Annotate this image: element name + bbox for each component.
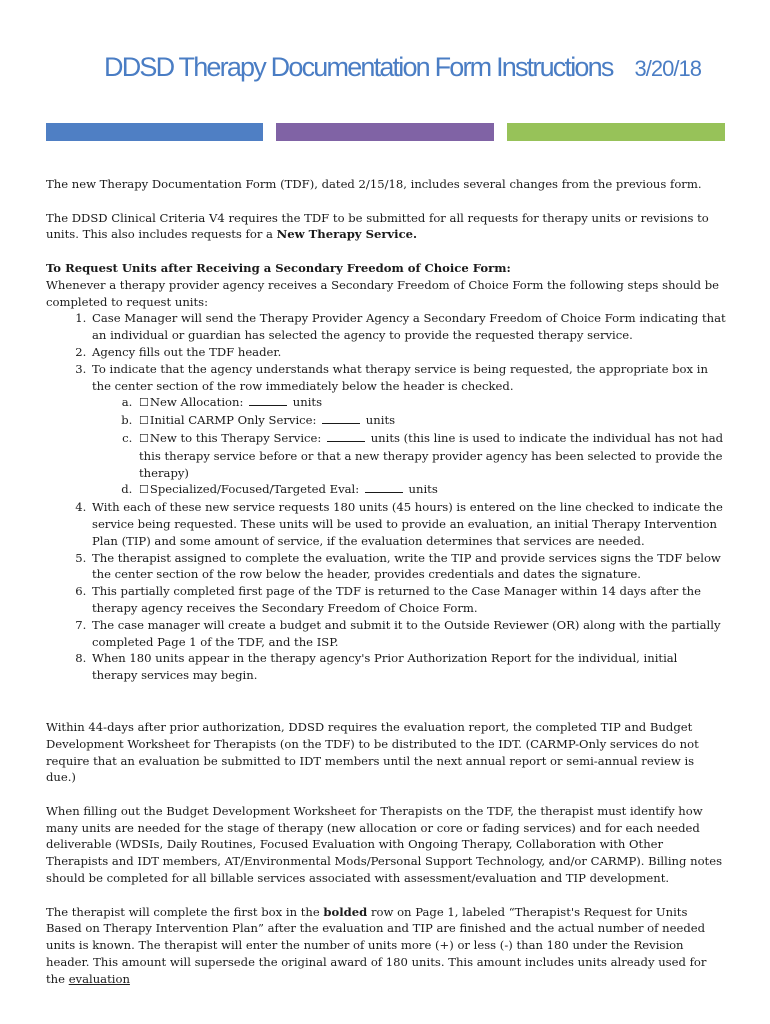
step-3 [90,361,726,499]
step-3-sublist [92,394,726,499]
paragraph-budget-worksheet: When filling out the Budget Development Worksheet for Therapists on the TDF, the therapist must identify how many units are needed for the stage of therapy (new allocation or core or fading services) and for each needed deliverable (WDSIs, Daily Routines, Focused Evaluation with Ongoing Therapy, Collaboration with Other Therapists and IDT members, AT/Environmental Mods/Personal Support Technology, and/or CARMP). Billing notes should be completed for all billable services associated with assessment/evaluation and TIP development. [46,803,723,886]
steps-list [46,310,726,684]
blank-line [249,395,287,406]
checkbox-icon: ☐ [139,483,149,497]
p5-text-b: row on Page 1, labeled “Therapist's Request for Units Based on Therapy Intervention Plan” after the evaluation and TIP are finished and the actual number of needed units is known. The therapist will enter the number of units more (+) or less (-) than 180 under the Revision header. This amount will supersede the original award of 180 units. This amount includes units already used for the [46,904,707,986]
step-3d [136,481,726,499]
step-7: 7. The case manager will create a budget and submit it to the Outside Reviewer (OR) along with the partially completed Page 1 of the TDF, and the ISP. [90,617,726,651]
p5-text-a: The therapist will complete the first box in the [46,904,324,919]
step-3c-label: New to this Therapy Service: [149,430,322,445]
page-title: DDSD Therapy Documentation Form Instructions [104,52,613,82]
step-3d-unit: units [408,482,438,497]
intro-paragraph-1: The new Therapy Documentation Form (TDF), dated 2/15/18, includes several changes from the previous form. [46,177,702,191]
step-3d-label: Specialized/Focused/Targeted Eval: [149,482,360,497]
step-3-text: To indicate that the agency understands what therapy service is being requested, the appropriate box in the center section of the row immediately below the header is checked. [92,361,708,393]
title-date: 3/20/18 [634,56,701,81]
step-3a-unit: units [292,395,323,410]
step-3b-unit: units [365,413,396,428]
intro-paragraph-2 [46,210,726,244]
blank-line [365,482,403,493]
step-6: 6. This partially completed first page of the TDF is returned to the Case Manager within 14 days after the therapy agency receives the Secondary Freedom of Choice Form. [90,583,726,617]
step-3a-label: New Allocation: [149,395,244,410]
paragraph-therapist-request [46,904,726,988]
step-3c-unit: units (this line is used to indicate the individual has not had this therapy service before or that a new therapy provider agency has been selected to provide the therapy) [139,430,724,480]
blank-line [322,413,360,424]
step-3b-label: Initial CARMP Only Service: [149,413,317,428]
checkbox-icon: ☐ [139,414,149,428]
evaluation-underlined: evaluation [68,971,130,986]
spacer [46,684,726,719]
step-8: 8. When 180 units appear in the therapy agency's Prior Authorization Report for the individual, initial therapy services may begin. [90,650,726,684]
step-5: 5. The therapist assigned to complete the evaluation, write the TIP and provide services signs the TDF below the center section of the row below the header, provides credentials and dates the signature. [90,550,726,584]
step-3b [136,412,726,430]
title-row [104,52,704,83]
intro-paragraph-2-text: The DDSD Clinical Criteria V4 requires the TDF to be submitted for all requests for therapy units or revisions to units. This also includes requests for a [46,210,709,242]
step-4: 4. With each of these new service requests 180 units (45 hours) is entered on the line checked to indicate the service being requested. These units will be used to provide an evaluation, an initial Therapy Intervention Plan (TIP) and some amount of service, if the evaluation determines that services are needed. [90,499,726,549]
step-3a [136,394,726,412]
section-heading: To Request Units after Receiving a Secondary Freedom of Choice Form: [46,260,511,275]
document-body [46,176,726,988]
section-lead: Whenever a therapy provider agency receives a Secondary Freedom of Choice Form the following steps should be completed to request units: [46,277,720,309]
step-3c [136,430,726,481]
purple-divider-bar [276,123,494,141]
bolded-word: bolded [323,904,368,919]
new-therapy-service-bold: New Therapy Service. [276,227,418,242]
checkbox-icon: ☐ [139,396,149,410]
blue-divider-bar [46,123,263,141]
step-2: 2. Agency fills out the TDF header. [90,344,726,361]
checkbox-icon: ☐ [139,431,149,445]
blank-line [327,431,365,442]
green-divider-bar [507,123,725,141]
paragraph-evaluation-report: Within 44-days after prior authorization, DDSD requires the evaluation report, the completed TIP and Budget Development Worksheet for Therapists (on the TDF) to be distributed to the IDT. (CARMP-Only services do not require that an evaluation be submitted to IDT members until the next annual report or semi-annual review is due.) [46,719,699,785]
step-1: 1. Case Manager will send the Therapy Provider Agency a Secondary Freedom of Choice Form indicating that an individual or guardian has selected the agency to provide the requested therapy service. [90,310,726,344]
